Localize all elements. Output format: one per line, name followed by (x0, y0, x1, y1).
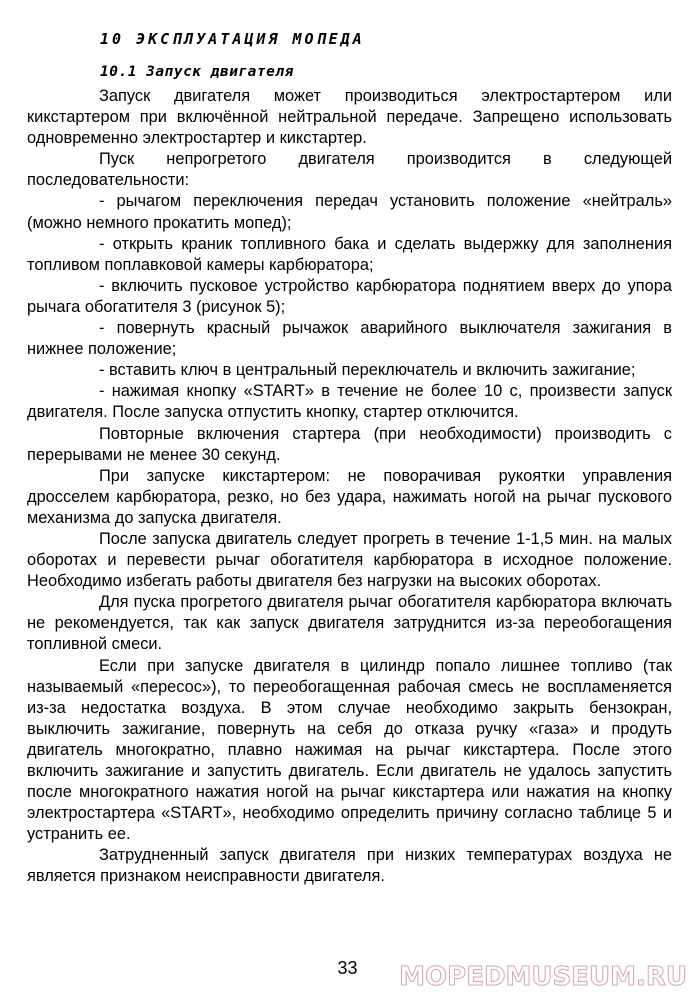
paragraph: - повернуть красный рычажок аварийного выключателя зажигания в нижнее положение; (27, 319, 672, 359)
paragraph: - открыть краник топливного бака и сделать выдержку для заполнения топливом поплавковой камеры карбюратора; (27, 234, 672, 274)
watermark: MOPEDMUSEUM.RU (399, 962, 687, 992)
paragraph: Для пуска прогретого двигателя рычаг обогатителя карбюратора включать не рекомендуется, так как запуск двигателя затруднится из-за переобогащения топливной смеси. (27, 593, 672, 654)
body-text (27, 86, 672, 888)
section-heading: 10 ЭКСПЛУАТАЦИЯ МОПЕДА (100, 30, 365, 48)
paragraph: - рычагом переключения передач установить положение «нейтраль» (можно немного прокатить мопед); (27, 192, 672, 232)
paragraph: Если при запуске двигателя в цилиндр попало лишнее топливо (так называемый «пересос»), то переобогащенная рабочая смесь не воспламеняется из-за недостатка воздуха. В этом случае необходимо закрыть бензокран, выключить зажигание, повернуть на себя до отказа ручку «газа» и продуть двигатель многократно, плавно нажимая на рычаг кикстартера. После этого включить зажигание и запустить двигатель. Если двигатель не удалось запустить после многократного нажатия ногой на рычаг кикстартера или нажатия на кнопку электростартера «START», необходимо определить причину согласно таблице 5 и устранить ее. (27, 656, 672, 844)
paragraph: Пуск непрогретого двигателя производится в следующей последовательности: (27, 150, 672, 190)
paragraph: Повторные включения стартера (при необходимости) производить с перерывами не менее 30 секунд. (27, 424, 672, 464)
paragraph: Затрудненный запуск двигателя при низких температурах воздуха не является признаком неисправности двигателя. (27, 846, 672, 886)
paragraph: При запуске кикстартером: не поворачивая рукоятки управления дросселем карбюратора, резко, но без удара, нажимать ногой на рычаг пускового механизма до запуска двигателя. (27, 466, 672, 527)
page-number: 33 (337, 958, 358, 978)
paragraph: - нажимая кнопку «START» в течение не более 10 с, произвести запуск двигателя. После запуска отпустить кнопку, стартер отключится. (27, 382, 672, 422)
paragraph: После запуска двигатель следует прогреть в течение 1-1,5 мин. на малых оборотах и перевести рычаг обогатителя карбюратора в исходное положение. Необходимо избегать работы двигателя без нагрузки на высоких оборотах. (27, 529, 672, 591)
paragraph: - вставить ключ в центральный переключатель и включить зажигание; (99, 361, 636, 380)
paragraph: - включить пусковое устройство карбюратора поднятием вверх до упора рычага обогатителя 3 (рисунок 5); (27, 276, 672, 316)
subsection-heading: 10.1 Запуск двигателя (100, 64, 294, 80)
paragraph: Запуск двигателя может производиться электростартером или кикстартером при включённой нейтральной передаче. Запрещено использовать одновременно электростартер и кикстартер. (27, 87, 672, 148)
